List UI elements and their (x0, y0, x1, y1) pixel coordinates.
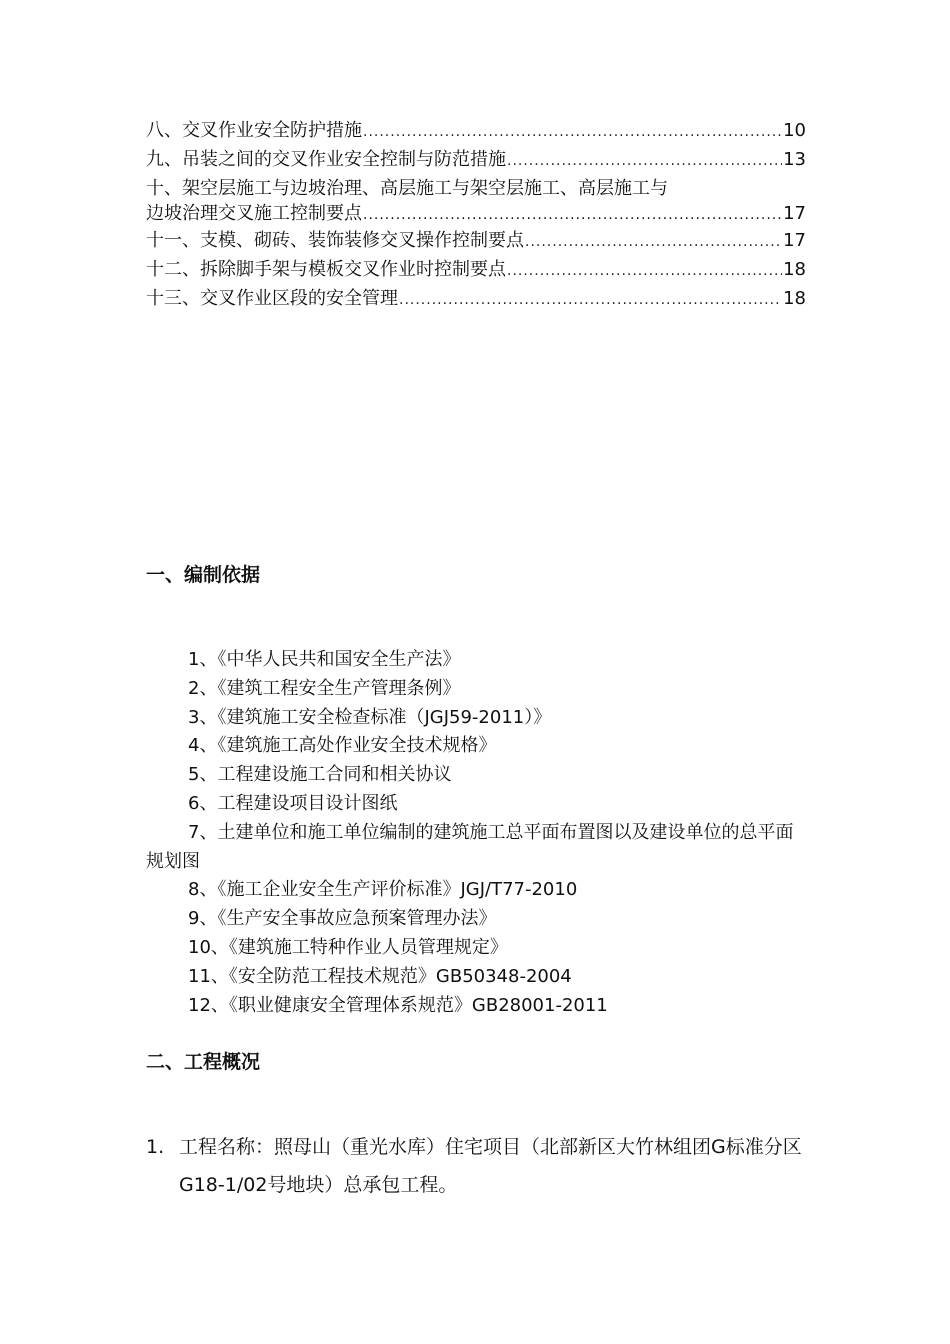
table-of-contents (146, 117, 806, 314)
list-item: 12、《职业健康安全管理体系规范》GB28001-2011 (188, 994, 608, 1016)
toc-entry[interactable] (146, 146, 806, 175)
toc-entry-page: 13 (783, 149, 806, 170)
basis-list (146, 646, 808, 1020)
list-item: 3、《建筑施工安全检查标准（JGJ59-2011）》 (188, 706, 552, 728)
list-item: 9、《生产安全事故应急预案管理办法》 (188, 908, 497, 930)
section-heading: 二、工程概况 (146, 1051, 261, 1073)
list-item: 10、《建筑施工特种作业人员管理规定》 (188, 936, 508, 958)
toc-entry-title: 九、吊装之间的交叉作业安全控制与防范措施 (146, 149, 506, 170)
toc-entry-title-continued: 边坡治理交叉施工控制要点 (146, 203, 362, 224)
list-item: 11、《安全防范工程技术规范》GB50348-2004 (188, 965, 572, 987)
list-item: 8、《施工企业安全生产评价标准》JGJ/T77-2010 (188, 879, 578, 901)
list-item-text: 工程名称：照母山（重光水库）住宅项目（北部新区大竹林组团G标准分区G18-1/02号地块）总承包工程。 (179, 1136, 802, 1196)
section-heading: 一、编制依据 (146, 564, 261, 586)
list-item: 7、土建单位和施工单位编制的建筑施工总平面布置图以及建设单位的总平面规划图 (146, 821, 794, 872)
list-item: 2、《建筑工程安全生产管理条例》 (188, 677, 461, 699)
toc-entry-page: 10 (783, 120, 806, 141)
toc-leader-dots (363, 204, 782, 227)
toc-entry-page: 17 (783, 203, 806, 224)
list-marker: 1. (146, 1136, 165, 1158)
list-item: 4、《建筑施工高处作业安全技术规格》 (188, 735, 497, 757)
list-item: 6、工程建设项目设计图纸 (188, 792, 398, 814)
toc-entry[interactable] (146, 227, 806, 256)
toc-leader-dots (363, 119, 782, 146)
list-item: 1、《中华人民共和国安全生产法》 (188, 649, 461, 670)
toc-leader-dots (507, 148, 782, 175)
toc-entry[interactable] (146, 117, 806, 146)
list-item (146, 1128, 808, 1204)
toc-entry-title: 八、交叉作业安全防护措施 (146, 120, 362, 141)
toc-entry-title: 十、架空层施工与边坡治理、高层施工与架空层施工、高层施工与 (146, 178, 668, 199)
toc-leader-dots (525, 229, 782, 256)
toc-entry-title: 十一、支模、砌砖、装饰装修交叉操作控制要点 (146, 230, 524, 251)
toc-entry[interactable] (146, 256, 806, 285)
toc-entry-page: 18 (783, 259, 806, 280)
toc-entry-page: 17 (783, 230, 806, 251)
toc-entry[interactable] (146, 175, 806, 227)
overview-list (146, 1128, 808, 1204)
toc-entry-title: 十三、交叉作业区段的安全管理 (146, 288, 398, 309)
toc-entry-title: 十二、拆除脚手架与模板交叉作业时控制要点 (146, 259, 506, 280)
toc-leader-dots (399, 287, 782, 314)
toc-entry[interactable] (146, 285, 806, 314)
list-item: 5、工程建设施工合同和相关协议 (188, 764, 452, 786)
toc-entry-page: 18 (783, 288, 806, 309)
toc-leader-dots (507, 258, 782, 285)
